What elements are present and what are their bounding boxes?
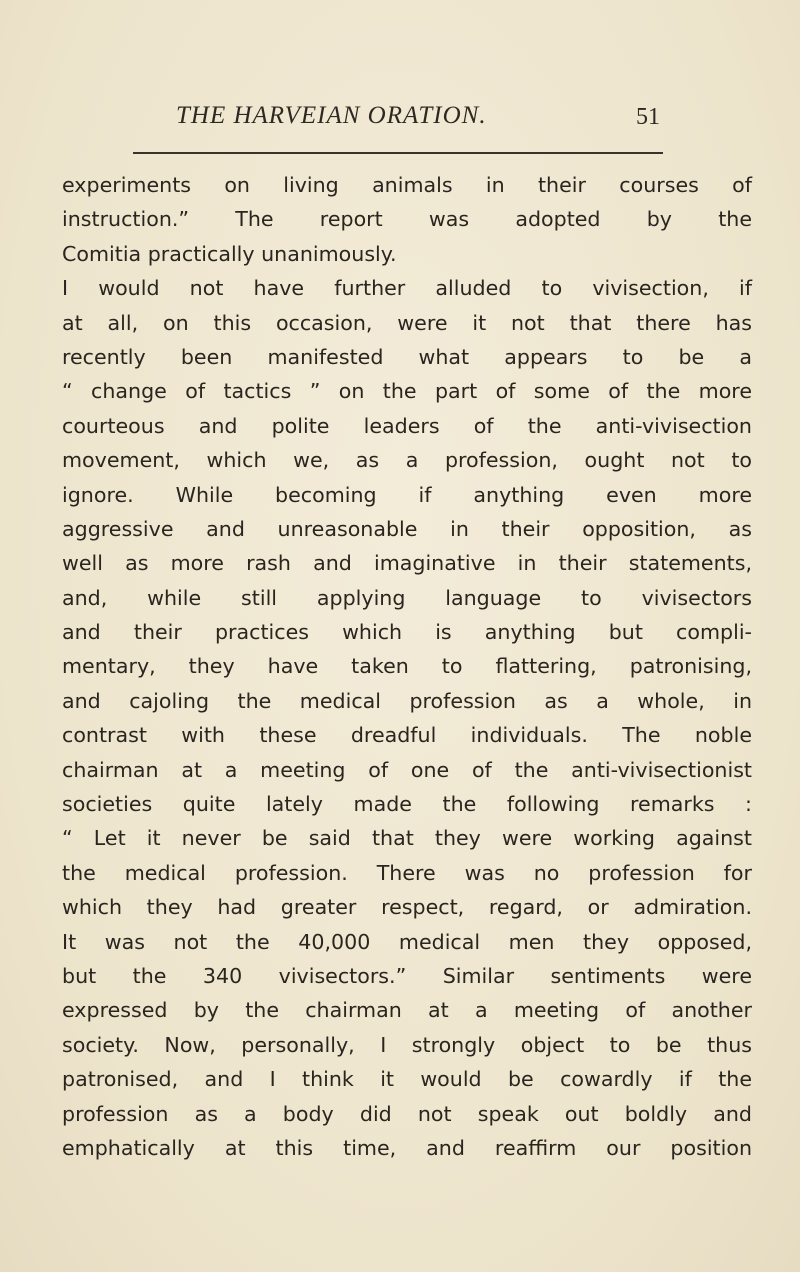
text-line: “ Let it never be said that they were working against xyxy=(62,826,752,851)
text-line: expressed by the chairman at a meeting of another xyxy=(62,998,752,1023)
text-line: patronised, and I think it would be cowardly if the xyxy=(62,1067,752,1092)
text-line: contrast with these dreadful individuals. The noble xyxy=(62,723,752,748)
text-line: movement, which we, as a profession, ought not to xyxy=(62,448,752,473)
text-line: and their practices which is anything but compli- xyxy=(62,620,752,645)
text-line: It was not the 40,000 medical men they opposed, xyxy=(62,929,752,954)
text-line: and cajoling the medical profession as a whole, in xyxy=(62,688,752,713)
text-line: experiments on living animals in their courses of xyxy=(62,173,752,197)
body-text xyxy=(62,168,752,1165)
header-rule xyxy=(133,152,663,154)
text-line: and, while still applying language to vivisectors xyxy=(62,585,752,610)
text-line: Comitia practically unanimously. xyxy=(62,241,397,266)
text-line: chairman at a meeting of one of the anti-vivisectionist xyxy=(62,757,752,782)
text-line: well as more rash and imaginative in their statements, xyxy=(62,551,752,576)
text-line: society. Now, personally, I strongly object to be thus xyxy=(62,1032,752,1057)
text-line: “ change of tactics ” on the part of some of the more xyxy=(62,379,752,404)
text-line: the medical profession. There was no profession for xyxy=(62,860,752,885)
text-line: at all, on this occasion, were it not that there has xyxy=(62,310,752,335)
text-line: which they had greater respect, regard, or admiration. xyxy=(62,895,752,920)
text-line: mentary, they have taken to flattering, patronising, xyxy=(62,654,752,679)
running-title: THE HARVEIAN ORATION. xyxy=(176,102,487,129)
text-line: emphatically at this time, and reaffirm our position xyxy=(62,1135,752,1160)
text-line: recently been manifested what appears to be a xyxy=(62,344,752,369)
text-line: instruction.” The report was adopted by the xyxy=(62,207,752,232)
text-line: I would not have further alluded to vivisection, if xyxy=(62,276,752,301)
text-line: profession as a body did not speak out boldly and xyxy=(62,1101,752,1126)
text-line: aggressive and unreasonable in their opposition, as xyxy=(62,516,752,541)
page-number: 51 xyxy=(636,104,660,130)
running-head xyxy=(140,98,660,138)
text-line: societies quite lately made the following remarks : xyxy=(62,792,752,817)
text-line: courteous and polite leaders of the anti-vivisection xyxy=(62,413,752,438)
text-line: but the 340 vivisectors.” Similar sentiments were xyxy=(62,963,752,988)
text-line: ignore. While becoming if anything even more xyxy=(62,482,752,507)
